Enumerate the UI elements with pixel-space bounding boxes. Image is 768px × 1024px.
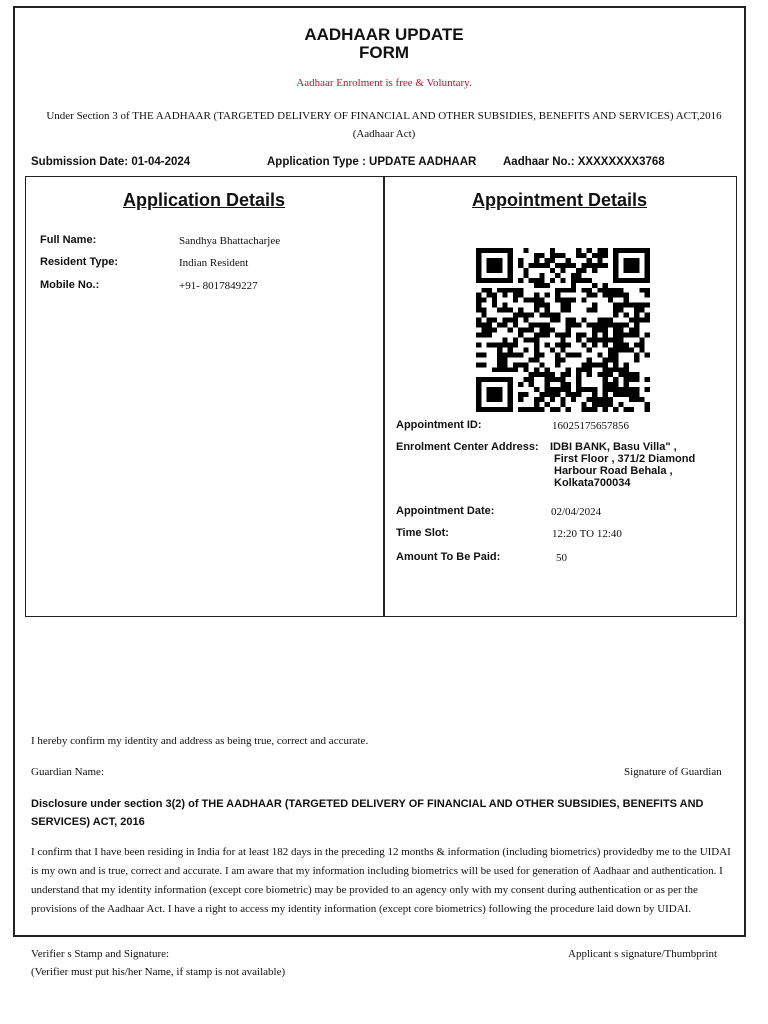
act-reference: Under Section 3 of THE AADHAAR (TARGETED DELIVERY OF FINANCIAL AND OTHER SUBSIDIES, BENEFITS AND SERVICES) ACT,2016 (Aadhaar Act) — [46, 110, 722, 140]
enrolment-address-label: Enrolment Center Address: — [396, 441, 539, 453]
details-divider — [383, 176, 385, 617]
identity-confirmation: I hereby confirm my identity and address as being true, correct and accurate. — [31, 735, 369, 747]
resident-type-value: Indian Resident — [179, 257, 249, 269]
guardian-signature-label: Signature of Guardian — [624, 766, 722, 778]
resident-type-label: Resident Type: — [40, 256, 119, 268]
amount-value: 50 — [556, 552, 567, 564]
address-line: Kolkata700034 — [554, 477, 631, 489]
address-line: IDBI BANK, Basu Villa" , — [550, 441, 677, 453]
aadhaar-number: Aadhaar No.: XXXXXXXX3768 — [503, 156, 665, 168]
verifier-stamp-label: Verifier s Stamp and Signature: — [31, 948, 170, 960]
disclosure-body: I confirm that I have been residing in India for at least 182 days in the preceding 12 months & information (including biometrics) providedby me to the UIDAI is my own and is true, correct and accurate. I am aware that my information including biometrics will be used for generation of Aadhaar and authentication. I understand that my identity information (except core biometric) may be provided to an agency only with my consent during authentication or as per the provisions of the Aadhaar Act. I have a right to access my identity information (except core biometrics) following the procedure laid down by UIDAI. — [31, 846, 731, 915]
free-enrolment-note: Aadhaar Enrolment is free & Voluntary. — [296, 77, 472, 89]
form-title — [0, 26, 768, 62]
appointment-details-heading: Appointment Details — [472, 190, 648, 210]
full-name-value: Sandhya Bhattacharjee — [179, 235, 281, 247]
form-title-line1: AADHAAR UPDATE — [304, 25, 464, 44]
appointment-id-value: 16025175657856 — [552, 420, 629, 432]
mobile-label: Mobile No.: — [40, 279, 100, 291]
disclosure-heading: Disclosure under section 3(2) of THE AADHAAR (TARGETED DELIVERY OF FINANCIAL AND OTHER SUBSIDIES, BENEFITS AND SERVICES) ACT, 2016 — [31, 798, 704, 828]
appointment-id-label: Appointment ID: — [396, 419, 482, 431]
mobile-value: +91- 8017849227 — [179, 280, 258, 292]
time-slot-value: 12:20 TO 12:40 — [552, 528, 622, 540]
amount-label: Amount To Be Paid: — [396, 551, 501, 563]
qr-code-icon — [476, 248, 650, 412]
application-details-heading: Application Details — [123, 190, 286, 210]
guardian-name-label: Guardian Name: — [31, 766, 104, 778]
time-slot-label: Time Slot: — [396, 527, 449, 539]
address-line: Harbour Road Behala , — [554, 465, 673, 477]
address-line: First Floor , 371/2 Diamond — [554, 453, 696, 465]
full-name-label: Full Name: — [40, 234, 97, 246]
enrolment-address-value — [550, 441, 695, 489]
submission-date: Submission Date: 01-04-2024 — [31, 156, 191, 168]
appointment-date-value: 02/04/2024 — [551, 506, 602, 518]
verifier-note: (Verifier must put his/her Name, if stamp is not available) — [31, 966, 286, 978]
applicant-signature-label: Applicant s signature/Thumbprint — [568, 948, 718, 960]
form-title-line2: FORM — [358, 43, 410, 62]
application-type: Application Type : UPDATE AADHAAR — [267, 156, 477, 168]
appointment-date-label: Appointment Date: — [396, 505, 495, 517]
